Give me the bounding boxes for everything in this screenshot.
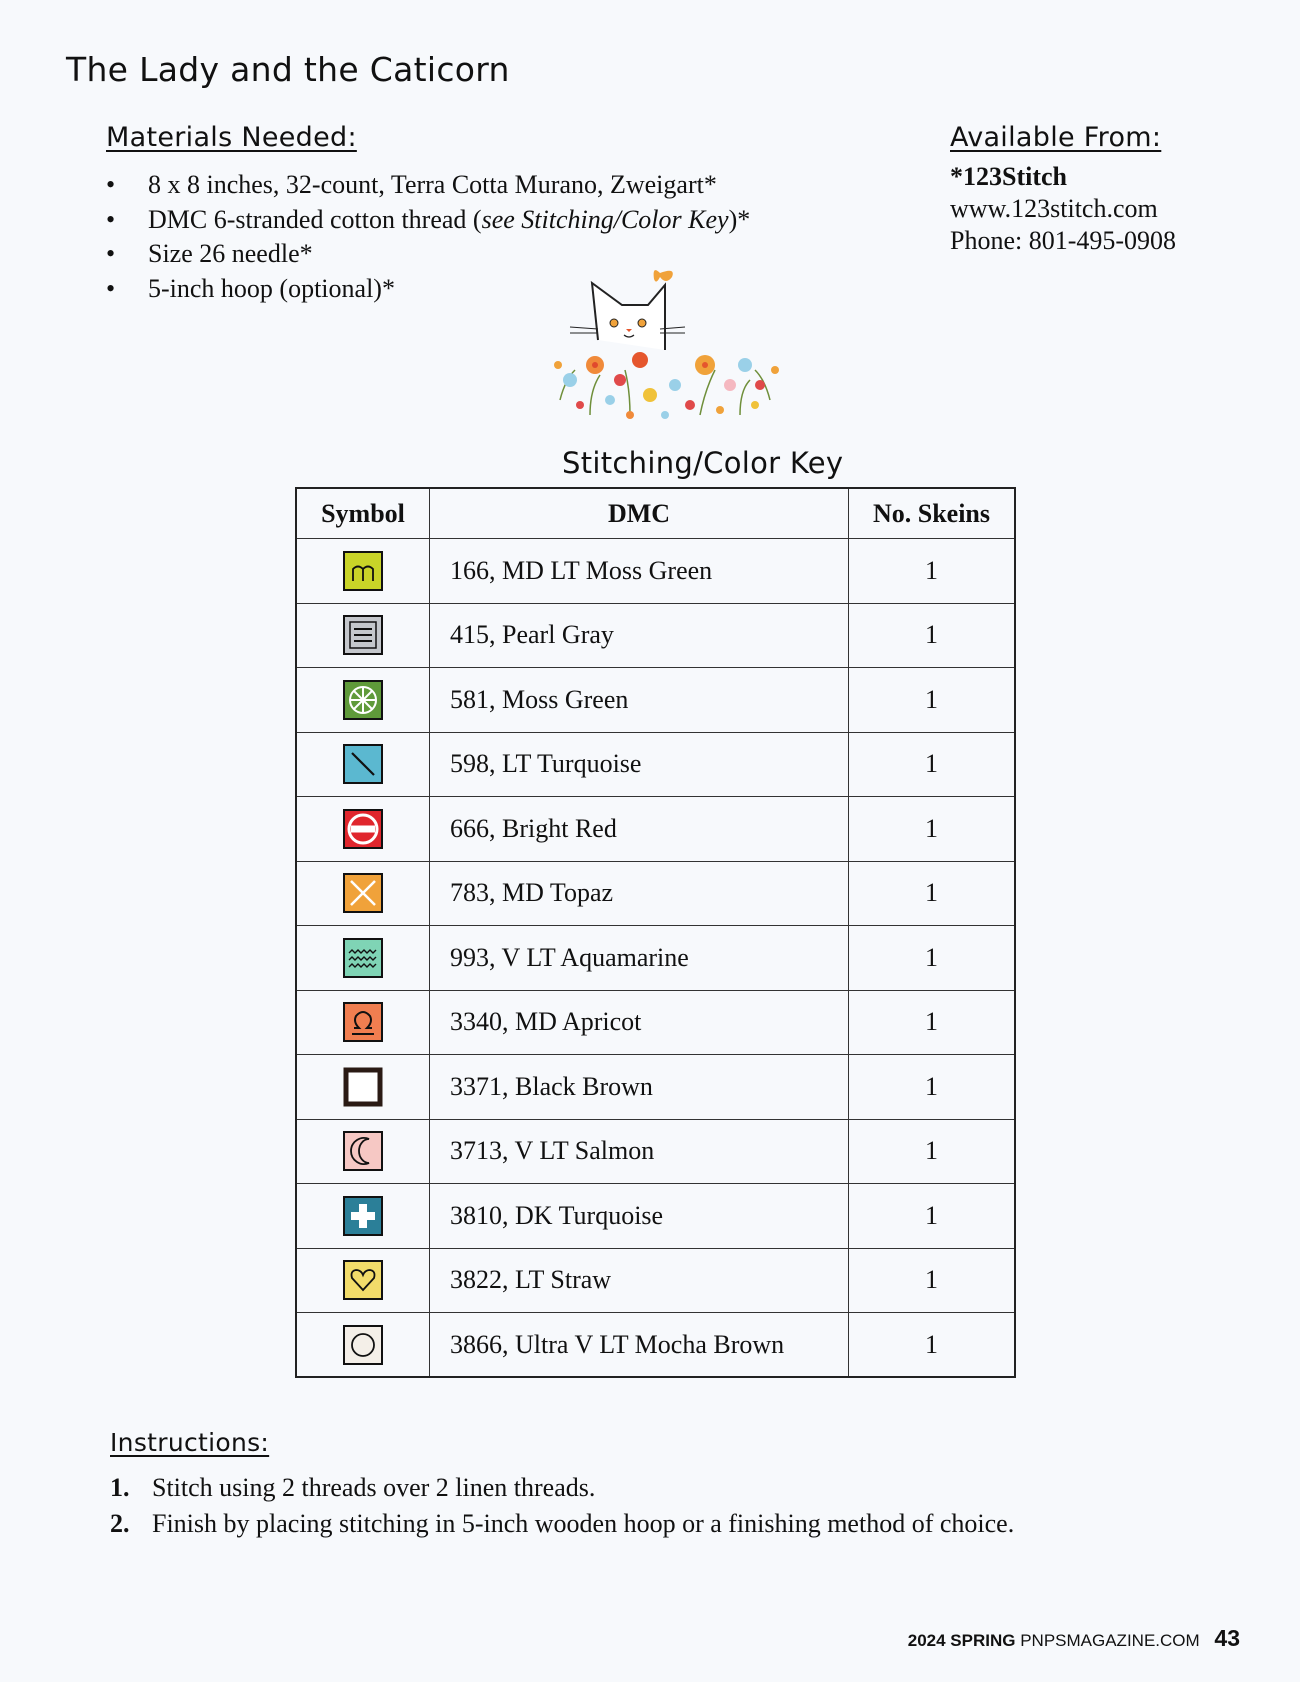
- table-row: [296, 668, 1015, 733]
- skeins-cell: 1: [849, 1184, 1016, 1249]
- page-footer: [908, 1625, 1240, 1652]
- table-row: [296, 539, 1015, 604]
- page-title: The Lady and the Caticorn: [66, 50, 510, 89]
- table-row: [296, 1248, 1015, 1313]
- skeins-cell: 1: [849, 668, 1016, 733]
- table-row: [296, 1184, 1015, 1249]
- instructions-list: [110, 1470, 1014, 1542]
- step-text: Stitch using 2 threads over 2 linen threads.: [152, 1473, 596, 1502]
- footer-season: 2024 SPRING: [907, 1631, 1016, 1650]
- skeins-cell: 1: [849, 1055, 1016, 1120]
- dmc-cell: 415, Pearl Gray: [430, 603, 849, 668]
- x-cross-symbol-icon: [343, 873, 383, 913]
- symbol-cell: [296, 861, 430, 926]
- skeins-cell: 1: [849, 732, 1016, 797]
- skeins-cell: 1: [849, 1248, 1016, 1313]
- instruction-step: [110, 1506, 1014, 1542]
- diagonal-line-symbol-icon: [343, 744, 383, 784]
- column-header-symbol: Symbol: [296, 488, 430, 539]
- dmc-cell: 3810, DK Turquoise: [430, 1184, 849, 1249]
- flower-bed: [540, 352, 790, 419]
- table-row: [296, 1119, 1015, 1184]
- skeins-cell: 1: [849, 990, 1016, 1055]
- skeins-cell: 1: [849, 539, 1016, 604]
- table-row: [296, 603, 1015, 668]
- skeins-cell: 1: [849, 1313, 1016, 1378]
- square-outline-symbol-icon: [343, 1067, 383, 1107]
- symbol-cell: [296, 732, 430, 797]
- cat-icon: [570, 283, 685, 350]
- materials-item-italic: see Stitching/Color Key: [481, 204, 729, 234]
- plus-symbol-icon: [343, 1196, 383, 1236]
- materials-item: • Size 26 needle*: [106, 237, 750, 272]
- skeins-cell: 1: [849, 797, 1016, 862]
- symbol-cell: [296, 1248, 430, 1313]
- butterfly-icon: [654, 270, 673, 281]
- dmc-cell: 166, MD LT Moss Green: [430, 539, 849, 604]
- dmc-cell: 3713, V LT Salmon: [430, 1119, 849, 1184]
- crescent-symbol-icon: [343, 1131, 383, 1171]
- dmc-cell: 993, V LT Aquamarine: [430, 926, 849, 991]
- materials-item-text: )*: [728, 204, 751, 234]
- table-row: [296, 990, 1015, 1055]
- instructions-heading: Instructions:: [110, 1428, 270, 1457]
- dmc-cell: 3822, LT Straw: [430, 1248, 849, 1313]
- skeins-cell: 1: [849, 926, 1016, 991]
- table-row: [296, 861, 1015, 926]
- symbol-cell: [296, 668, 430, 733]
- available-from: [950, 122, 1176, 257]
- materials-heading: Materials Needed:: [106, 122, 357, 153]
- column-header-dmc: DMC: [430, 488, 849, 539]
- table-header-row: [296, 488, 1015, 539]
- available-heading: Available From:: [950, 122, 1162, 153]
- symbol-cell: [296, 1055, 430, 1120]
- footer-site: PNPSMAGAZINE.COM: [1020, 1631, 1200, 1650]
- page-number: 43: [1214, 1625, 1240, 1651]
- materials-item-text: DMC 6-stranded cotton thread (: [148, 204, 482, 234]
- heart-symbol-icon: [343, 1260, 383, 1300]
- table-row: [296, 797, 1015, 862]
- wheel-symbol-icon: [343, 680, 383, 720]
- symbol-cell: [296, 1119, 430, 1184]
- dmc-cell: 3340, MD Apricot: [430, 990, 849, 1055]
- skeins-cell: 1: [849, 1119, 1016, 1184]
- color-key-heading: Stitching/Color Key: [562, 446, 844, 480]
- table-row: [296, 1313, 1015, 1378]
- dmc-cell: 3371, Black Brown: [430, 1055, 849, 1120]
- symbol-cell: [296, 926, 430, 991]
- column-header-skeins: No. Skeins: [849, 488, 1016, 539]
- vendor-name: *123Stitch: [950, 162, 1067, 191]
- table-row: [296, 926, 1015, 991]
- omega-symbol-icon: [343, 1002, 383, 1042]
- dmc-cell: 581, Moss Green: [430, 668, 849, 733]
- symbol-cell: [296, 539, 430, 604]
- materials-item: [106, 203, 750, 238]
- dmc-cell: 598, LT Turquoise: [430, 732, 849, 797]
- dmc-cell: 783, MD Topaz: [430, 861, 849, 926]
- skeins-cell: 1: [849, 603, 1016, 668]
- step-number: 2.: [110, 1509, 130, 1538]
- no-entry-symbol-icon: [343, 809, 383, 849]
- step-text: Finish by placing stitching in 5-inch wooden hoop or a finishing method of choice.: [152, 1509, 1015, 1538]
- m-letter-symbol-icon: [343, 551, 383, 591]
- vendor-phone: Phone: 801-495-0908: [950, 226, 1177, 255]
- vendor-website: www.123stitch.com: [950, 194, 1158, 223]
- table-row: [296, 1055, 1015, 1120]
- materials-item: • 5-inch hoop (optional)*: [106, 272, 750, 307]
- color-key-table: [295, 487, 1016, 1378]
- cat-flowers-illustration: [530, 265, 800, 435]
- symbol-cell: [296, 1313, 430, 1378]
- symbol-cell: [296, 797, 430, 862]
- three-lines-symbol-icon: [343, 615, 383, 655]
- step-number: 1.: [110, 1473, 130, 1502]
- dmc-cell: 3866, Ultra V LT Mocha Brown: [430, 1313, 849, 1378]
- instruction-step: [110, 1470, 1014, 1506]
- symbol-cell: [296, 1184, 430, 1249]
- skeins-cell: 1: [849, 861, 1016, 926]
- materials-item: • 8 x 8 inches, 32-count, Terra Cotta Murano, Zweigart*: [106, 168, 750, 203]
- waves-symbol-icon: [343, 938, 383, 978]
- circle-symbol-icon: [343, 1325, 383, 1365]
- dmc-cell: 666, Bright Red: [430, 797, 849, 862]
- table-row: [296, 732, 1015, 797]
- symbol-cell: [296, 603, 430, 668]
- symbol-cell: [296, 990, 430, 1055]
